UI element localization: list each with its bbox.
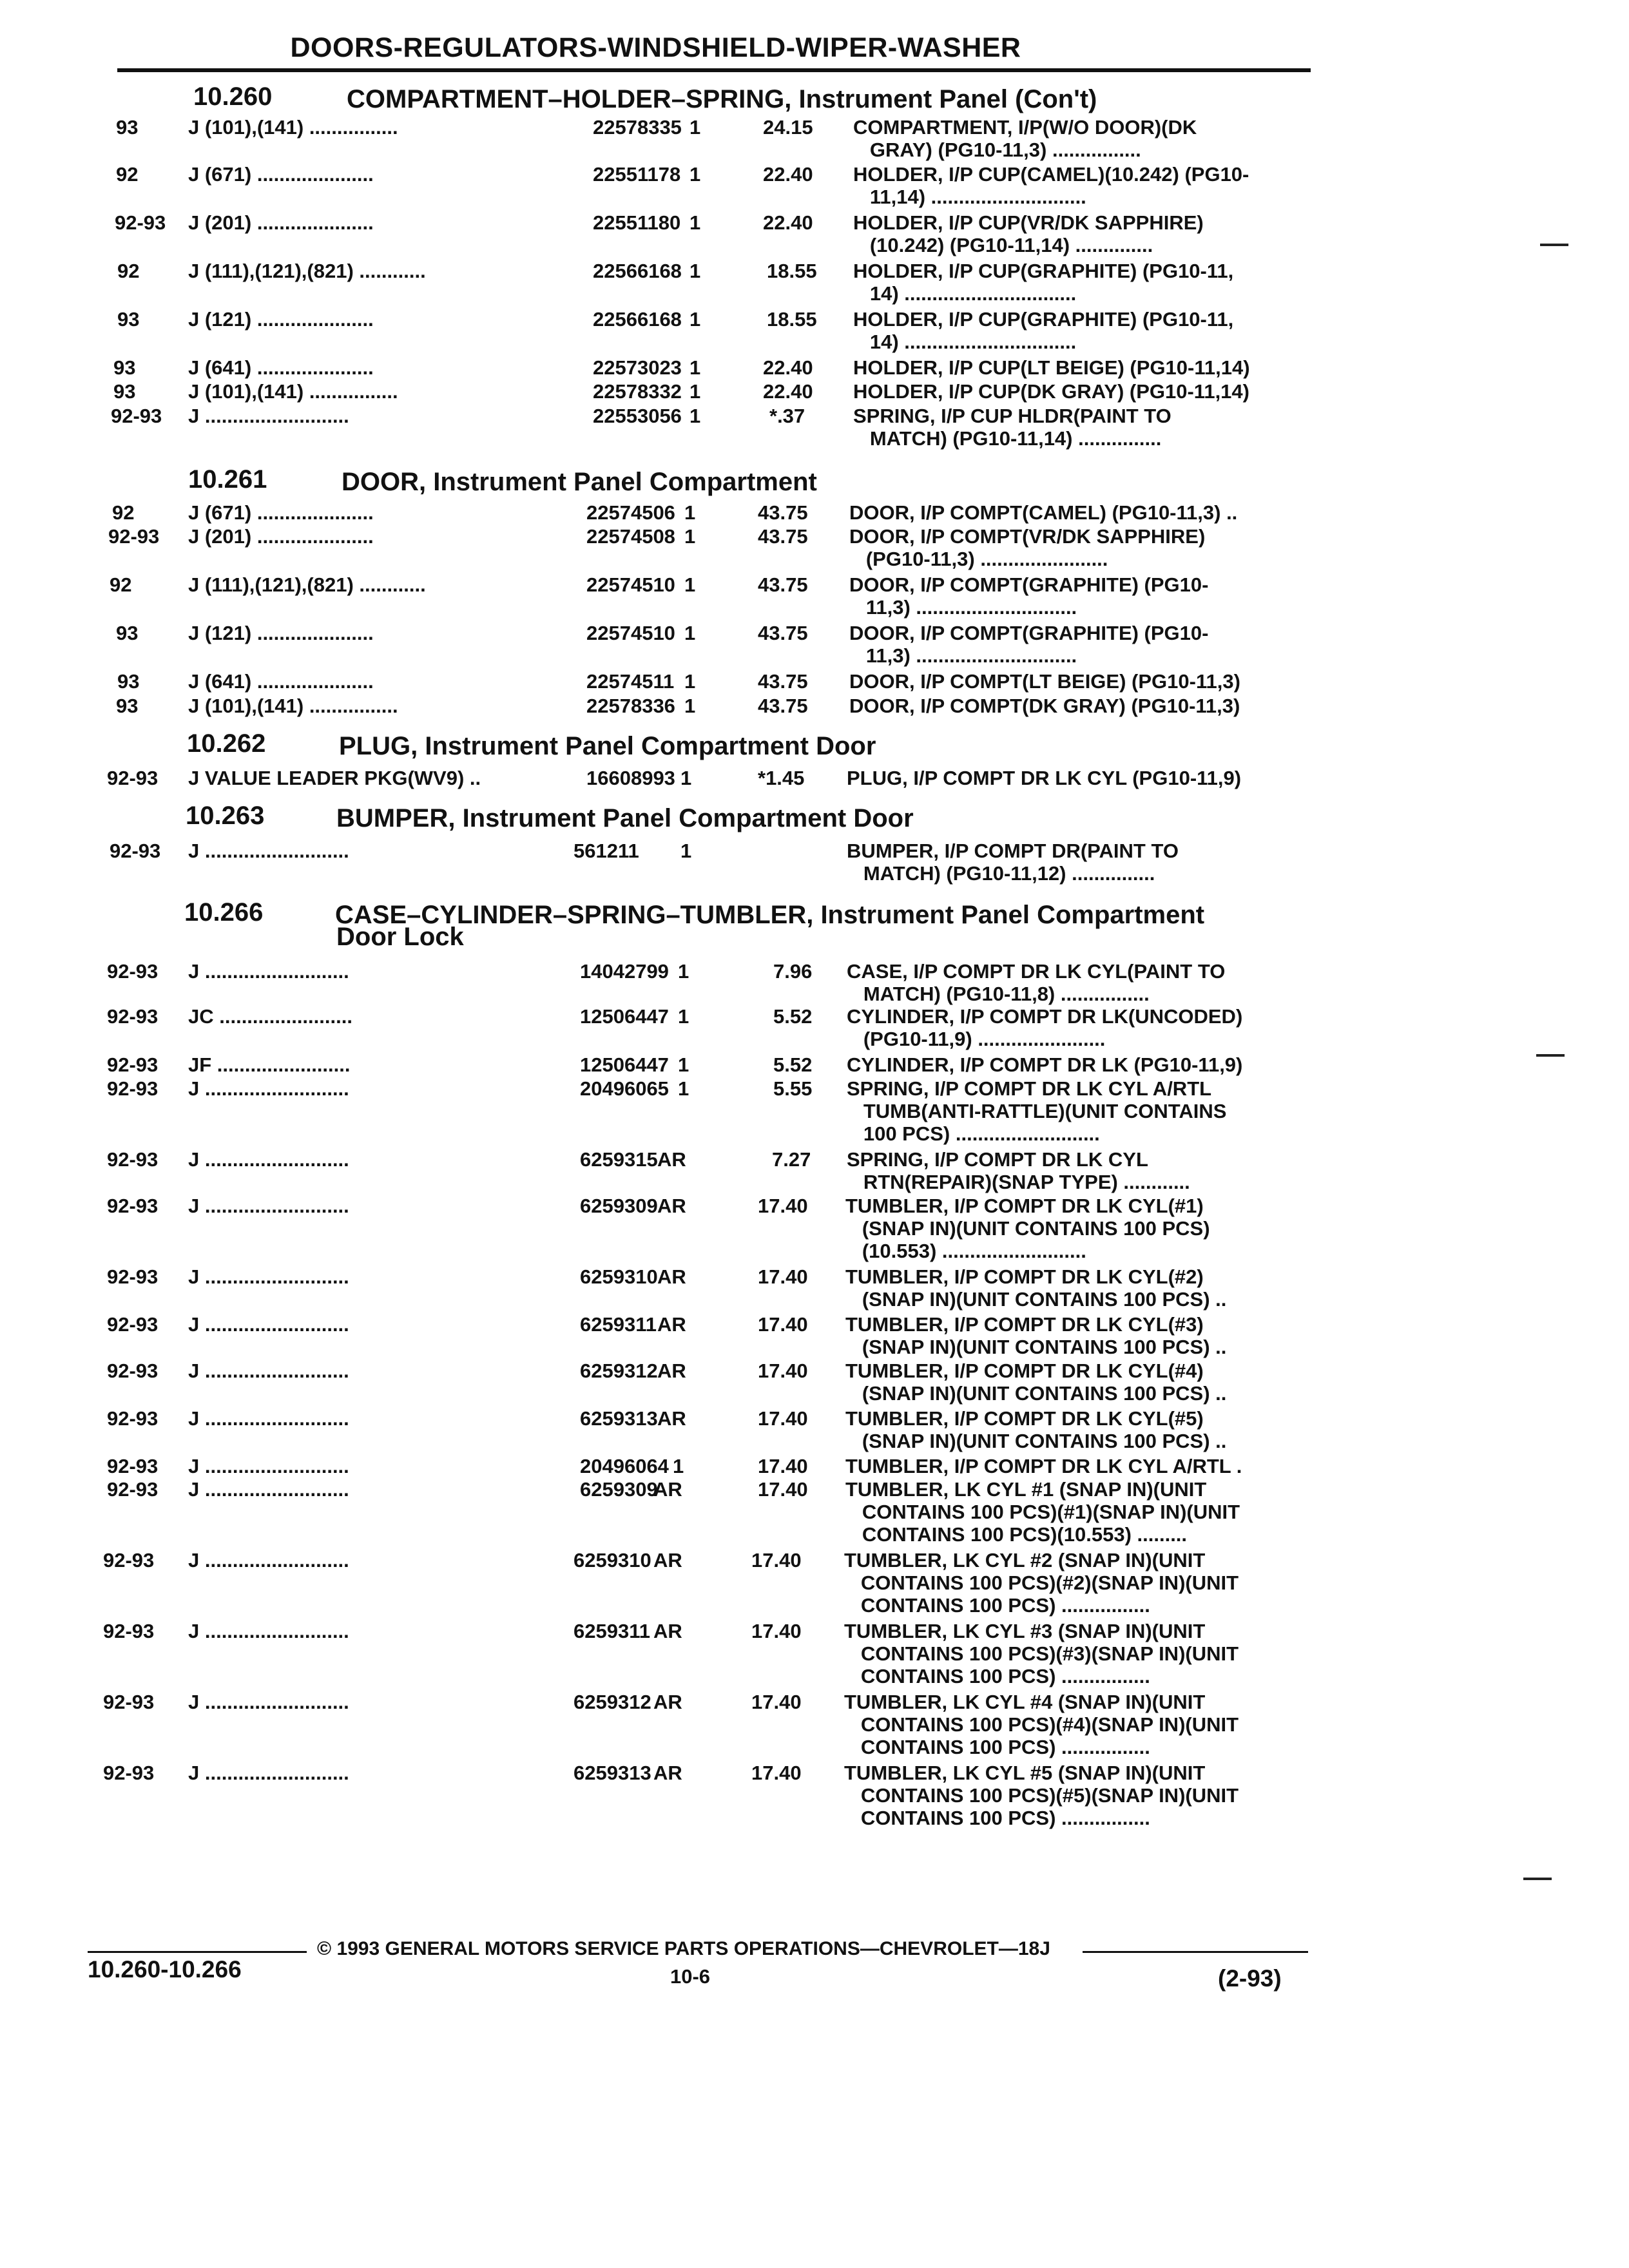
footer-revision: (2-93)	[1218, 1965, 1282, 1992]
margin-mark	[1540, 244, 1568, 246]
usage-code: J ..........................	[188, 1691, 349, 1713]
model-year: 92-93	[103, 1620, 155, 1642]
usage-code: J ..........................	[188, 1455, 349, 1477]
price: 17.40	[758, 1455, 808, 1477]
quantity: 1	[680, 767, 692, 789]
part-number: 22553056	[593, 405, 682, 427]
table-row	[0, 1148, 1629, 1197]
quantity: AR	[653, 1691, 682, 1713]
price: 43.75	[758, 695, 808, 717]
description: TUMBLER, I/P COMPT DR LK CYL(#3) (SNAP IN)(UNIT CONTAINS 100 PCS) ..	[845, 1313, 1227, 1358]
usage-code: J ..........................	[188, 840, 349, 862]
price: 7.96	[773, 960, 813, 983]
table-row	[0, 211, 1629, 260]
table-row	[0, 1478, 1629, 1546]
quantity: 1	[689, 163, 701, 186]
quantity: AR	[657, 1407, 686, 1430]
quantity: 1	[678, 1077, 689, 1100]
model-year: 92	[112, 501, 135, 524]
price: 22.40	[763, 211, 813, 234]
price: 22.40	[763, 163, 813, 186]
usage-code: J ..........................	[188, 405, 349, 427]
usage-code: J (101),(141) ................	[188, 380, 398, 403]
quantity: AR	[657, 1360, 686, 1382]
usage-code: J ..........................	[188, 1762, 349, 1784]
part-number: 22578336	[586, 695, 675, 717]
quantity: AR	[657, 1148, 686, 1171]
part-number: 6259309	[580, 1478, 658, 1501]
usage-code: J (671) .....................	[188, 501, 374, 524]
part-number: 22574510	[586, 622, 675, 644]
section-title-continued: Door Lock	[336, 923, 464, 951]
usage-code: J (111),(121),(821) ............	[188, 573, 426, 596]
model-year: 92-93	[107, 1313, 159, 1336]
table-row	[0, 1265, 1629, 1314]
part-number: 6259315	[580, 1148, 658, 1171]
description: DOOR, I/P COMPT(GRAPHITE) (PG10- 11,3) .............................	[849, 573, 1209, 619]
usage-code: J ..........................	[188, 1148, 349, 1171]
description: TUMBLER, I/P COMPT DR LK CYL(#5) (SNAP IN)(UNIT CONTAINS 100 PCS) ..	[845, 1407, 1227, 1452]
part-number: 6259310	[580, 1265, 658, 1288]
footer-copyright: © 1993 GENERAL MOTORS SERVICE PARTS OPERATIONS—CHEVROLET—18J	[317, 1938, 1050, 1959]
table-row	[0, 405, 1629, 454]
model-year: 92	[110, 573, 132, 596]
description: TUMBLER, LK CYL #1 (SNAP IN)(UNIT CONTAINS 100 PCS)(#1)(SNAP IN)(UNIT CONTAINS 100 PCS)(10.553) .........	[845, 1478, 1240, 1546]
part-number: 6259311	[574, 1620, 650, 1642]
margin-mark	[1523, 1878, 1552, 1880]
description: DOOR, I/P COMPT(DK GRAY) (PG10-11,3)	[849, 695, 1240, 717]
price: 17.40	[758, 1265, 808, 1288]
description: PLUG, I/P COMPT DR LK CYL (PG10-11,9)	[847, 767, 1242, 789]
price: *.37	[769, 405, 805, 427]
quantity: 1	[678, 1005, 689, 1028]
description: COMPARTMENT, I/P(W/O DOOR)(DK GRAY) (PG10-11,3) ................	[853, 116, 1197, 161]
model-year: 93	[116, 116, 139, 139]
quantity: 1	[680, 840, 692, 862]
quantity: 1	[689, 405, 701, 427]
description: SPRING, I/P CUP HLDR(PAINT TO MATCH) (PG10-11,14) ...............	[853, 405, 1171, 450]
usage-code: J (101),(141) ................	[188, 116, 398, 139]
usage-code: J (641) .....................	[188, 356, 374, 379]
price: 22.40	[763, 380, 813, 403]
price: 17.40	[758, 1360, 808, 1382]
model-year: 92-93	[115, 211, 166, 234]
usage-code: J (121) .....................	[188, 308, 374, 331]
model-year: 92-93	[103, 1762, 155, 1784]
model-year: 92-93	[107, 1478, 159, 1501]
description: TUMBLER, I/P COMPT DR LK CYL A/RTL .	[845, 1455, 1242, 1477]
section-title: PLUG, Instrument Panel Compartment Door	[339, 732, 876, 760]
section-title: BUMPER, Instrument Panel Compartment Door	[336, 804, 914, 832]
table-row	[0, 1620, 1629, 1687]
table-row	[0, 1195, 1629, 1262]
quantity: 1	[689, 116, 701, 139]
part-number: 6259313	[580, 1407, 658, 1430]
price: 17.40	[758, 1313, 808, 1336]
price: 43.75	[758, 573, 808, 596]
quantity: 1	[684, 622, 696, 644]
model-year: 92-93	[107, 960, 159, 983]
quantity: AR	[653, 1762, 682, 1784]
model-year: 92-93	[107, 1148, 159, 1171]
price: 17.40	[751, 1762, 802, 1784]
part-number: 22551178	[593, 163, 681, 186]
model-year: 92-93	[110, 840, 161, 862]
description: SPRING, I/P COMPT DR LK CYL A/RTL TUMB(ANTI-RATTLE)(UNIT CONTAINS 100 PCS) ..........................	[847, 1077, 1227, 1145]
part-number: 12506447	[580, 1053, 669, 1076]
model-year: 93	[116, 695, 139, 717]
table-row	[0, 1360, 1629, 1408]
model-year: 93	[113, 380, 136, 403]
table-row	[0, 1005, 1629, 1054]
description: HOLDER, I/P CUP(LT BEIGE) (PG10-11,14)	[853, 356, 1250, 379]
part-number: 6259313	[574, 1762, 651, 1784]
quantity: 1	[689, 308, 701, 331]
part-number: 14042799	[580, 960, 669, 983]
description: CYLINDER, I/P COMPT DR LK(UNCODED) (PG10-11,9) .......................	[847, 1005, 1243, 1050]
part-number: 20496065	[580, 1077, 669, 1100]
table-row	[0, 1691, 1629, 1758]
description: HOLDER, I/P CUP(DK GRAY) (PG10-11,14)	[853, 380, 1249, 403]
price: 5.52	[773, 1053, 813, 1076]
model-year: 93	[117, 670, 140, 693]
description: CASE, I/P COMPT DR LK CYL(PAINT TO MATCH) (PG10-11,8) ................	[847, 960, 1226, 1005]
model-year: 92-93	[103, 1691, 155, 1713]
part-number: 22573023	[593, 356, 682, 379]
header-rule	[117, 68, 1311, 72]
price: 43.75	[758, 501, 808, 524]
description: DOOR, I/P COMPT(LT BEIGE) (PG10-11,3)	[849, 670, 1240, 693]
price: 24.15	[763, 116, 813, 139]
footer-page-number: 10-6	[670, 1965, 711, 1988]
price: 5.52	[773, 1005, 813, 1028]
description: CYLINDER, I/P COMPT DR LK (PG10-11,9)	[847, 1053, 1243, 1076]
price: 17.40	[758, 1195, 808, 1217]
price: 17.40	[758, 1478, 808, 1501]
section-number: 10.266	[184, 898, 264, 927]
table-row	[0, 163, 1629, 212]
model-year: 92-93	[107, 1195, 159, 1217]
table-row	[0, 573, 1629, 622]
table-row	[0, 1313, 1629, 1362]
part-number: 22574511	[586, 670, 675, 693]
table-row	[0, 525, 1629, 574]
price: 43.75	[758, 670, 808, 693]
model-year: 92	[116, 163, 139, 186]
usage-code: J (641) .....................	[188, 670, 374, 693]
model-year: 92-93	[108, 525, 160, 548]
description: BUMPER, I/P COMPT DR(PAINT TO MATCH) (PG10-11,12) ...............	[847, 840, 1179, 885]
usage-code: J ..........................	[188, 1407, 349, 1430]
description: HOLDER, I/P CUP(GRAPHITE) (PG10-11, 14) ...............................	[853, 260, 1234, 305]
part-number: 22574508	[586, 525, 675, 548]
description: TUMBLER, LK CYL #5 (SNAP IN)(UNIT CONTAINS 100 PCS)(#5)(SNAP IN)(UNIT CONTAINS 100 PCS) ................	[844, 1762, 1239, 1829]
part-number: 561211	[574, 840, 639, 862]
description: TUMBLER, I/P COMPT DR LK CYL(#4) (SNAP IN)(UNIT CONTAINS 100 PCS) ..	[845, 1360, 1227, 1405]
table-row	[0, 840, 1629, 889]
section-number: 10.263	[186, 802, 265, 830]
quantity: 1	[673, 1455, 684, 1477]
quantity: 1	[689, 211, 701, 234]
part-number: 16608993	[586, 767, 675, 789]
quantity: 1	[684, 670, 696, 693]
price: 5.55	[773, 1077, 813, 1100]
price: 43.75	[758, 525, 808, 548]
quantity: 1	[689, 380, 701, 403]
table-row	[0, 1762, 1629, 1829]
price: 22.40	[763, 356, 813, 379]
table-row	[0, 1407, 1629, 1456]
description: DOOR, I/P COMPT(VR/DK SAPPHIRE) (PG10-11,3) .......................	[849, 525, 1206, 570]
price: 18.55	[767, 260, 817, 282]
section-title: CASE–CYLINDER–SPRING–TUMBLER, Instrument Panel Compartment	[335, 901, 1205, 929]
part-number: 12506447	[580, 1005, 669, 1028]
part-number: 6259312	[574, 1691, 651, 1713]
footer-rule-right	[1083, 1951, 1308, 1953]
part-number: 20496064	[580, 1455, 669, 1477]
footer-rule-left	[88, 1951, 307, 1953]
usage-code: J (201) .....................	[188, 211, 374, 234]
section-number: 10.260	[193, 82, 273, 111]
price: *1.45	[758, 767, 805, 789]
model-year: 92-93	[103, 1549, 155, 1571]
quantity: AR	[653, 1620, 682, 1642]
quantity: AR	[657, 1195, 686, 1217]
description: DOOR, I/P COMPT(CAMEL) (PG10-11,3) ..	[849, 501, 1238, 524]
quantity: AR	[657, 1265, 686, 1288]
model-year: 92-93	[107, 1005, 159, 1028]
price: 17.40	[751, 1549, 802, 1571]
usage-code: J (121) .....................	[188, 622, 374, 644]
section-title: COMPARTMENT–HOLDER–SPRING, Instrument Panel (Con't)	[347, 85, 1097, 113]
footer-section-ref: 10.260-10.266	[88, 1956, 242, 1983]
part-number: 6259310	[574, 1549, 651, 1571]
quantity: AR	[653, 1478, 682, 1501]
usage-code: J (671) .....................	[188, 163, 374, 186]
description: TUMBLER, I/P COMPT DR LK CYL(#1) (SNAP IN)(UNIT CONTAINS 100 PCS) (10.553) ..........................	[845, 1195, 1210, 1262]
model-year: 92-93	[107, 1077, 159, 1100]
price: 18.55	[767, 308, 817, 331]
price: 17.40	[751, 1691, 802, 1713]
section-number: 10.261	[188, 465, 267, 494]
quantity: 1	[678, 960, 689, 983]
usage-code: J ..........................	[188, 1478, 349, 1501]
description: DOOR, I/P COMPT(GRAPHITE) (PG10- 11,3) .............................	[849, 622, 1209, 667]
usage-code: J ..........................	[188, 1360, 349, 1382]
quantity: 1	[684, 525, 696, 548]
usage-code: J (201) .....................	[188, 525, 374, 548]
table-row	[0, 767, 1629, 816]
price: 43.75	[758, 622, 808, 644]
description: SPRING, I/P COMPT DR LK CYL RTN(REPAIR)(SNAP TYPE) ............	[847, 1148, 1190, 1193]
usage-code: J (111),(121),(821) ............	[188, 260, 426, 282]
quantity: 1	[684, 501, 696, 524]
model-year: 93	[116, 622, 139, 644]
usage-code: J VALUE LEADER PKG(WV9) ..	[188, 767, 481, 789]
quantity: 1	[684, 573, 696, 596]
usage-code: JC ........................	[188, 1005, 352, 1028]
section-number: 10.262	[187, 729, 266, 758]
table-row	[0, 960, 1629, 1009]
usage-code: J ..........................	[188, 1077, 349, 1100]
description: HOLDER, I/P CUP(VR/DK SAPPHIRE) (10.242) (PG10-11,14) ..............	[853, 211, 1204, 256]
part-number: 22574510	[586, 573, 675, 596]
quantity: 1	[678, 1053, 689, 1076]
quantity: 1	[689, 260, 701, 282]
part-number: 22551180	[593, 211, 681, 234]
usage-code: J ..........................	[188, 960, 349, 983]
part-number: 6259309	[580, 1195, 658, 1217]
description: HOLDER, I/P CUP(GRAPHITE) (PG10-11, 14) ...............................	[853, 308, 1234, 353]
quantity: 1	[689, 356, 701, 379]
usage-code: J ..........................	[188, 1195, 349, 1217]
table-row	[0, 116, 1629, 165]
margin-mark	[1536, 1054, 1565, 1057]
part-number: 22566168	[593, 308, 682, 331]
part-number: 22578335	[593, 116, 682, 139]
page-header-title: DOORS-REGULATORS-WINDSHIELD-WIPER-WASHER	[290, 32, 1021, 63]
model-year: 92-93	[107, 1053, 159, 1076]
section-title: DOOR, Instrument Panel Compartment	[342, 468, 817, 496]
part-number: 6259311	[580, 1313, 657, 1336]
part-number: 22566168	[593, 260, 682, 282]
quantity: AR	[657, 1313, 686, 1336]
price: 17.40	[751, 1620, 802, 1642]
usage-code: J ..........................	[188, 1549, 349, 1571]
price: 17.40	[758, 1407, 808, 1430]
usage-code: J ..........................	[188, 1313, 349, 1336]
price: 7.27	[772, 1148, 811, 1171]
usage-code: JF ........................	[188, 1053, 351, 1076]
model-year: 92-93	[107, 1265, 159, 1288]
description: TUMBLER, LK CYL #4 (SNAP IN)(UNIT CONTAINS 100 PCS)(#4)(SNAP IN)(UNIT CONTAINS 100 PCS) ................	[844, 1691, 1239, 1758]
model-year: 92-93	[107, 767, 159, 789]
model-year: 92-93	[107, 1455, 159, 1477]
usage-code: J ..........................	[188, 1620, 349, 1642]
description: TUMBLER, I/P COMPT DR LK CYL(#2) (SNAP IN)(UNIT CONTAINS 100 PCS) ..	[845, 1265, 1227, 1311]
model-year: 93	[113, 356, 136, 379]
part-number: 22578332	[593, 380, 682, 403]
description: TUMBLER, LK CYL #3 (SNAP IN)(UNIT CONTAINS 100 PCS)(#3)(SNAP IN)(UNIT CONTAINS 100 PCS) ................	[844, 1620, 1239, 1687]
description: TUMBLER, LK CYL #2 (SNAP IN)(UNIT CONTAINS 100 PCS)(#2)(SNAP IN)(UNIT CONTAINS 100 PCS) ................	[844, 1549, 1239, 1617]
model-year: 92-93	[107, 1407, 159, 1430]
table-row	[0, 1077, 1629, 1145]
table-row	[0, 622, 1629, 671]
model-year: 92-93	[107, 1360, 159, 1382]
model-year: 92	[117, 260, 140, 282]
table-row	[0, 308, 1629, 357]
table-row	[0, 695, 1629, 744]
usage-code: J (101),(141) ................	[188, 695, 398, 717]
table-row	[0, 260, 1629, 309]
model-year: 93	[117, 308, 140, 331]
usage-code: J ..........................	[188, 1265, 349, 1288]
model-year: 92-93	[111, 405, 162, 427]
description: HOLDER, I/P CUP(CAMEL)(10.242) (PG10- 11,14) ............................	[853, 163, 1249, 208]
part-number: 22574506	[586, 501, 675, 524]
table-row	[0, 1549, 1629, 1617]
quantity: AR	[653, 1549, 682, 1571]
part-number: 6259312	[580, 1360, 658, 1382]
quantity: 1	[684, 695, 696, 717]
